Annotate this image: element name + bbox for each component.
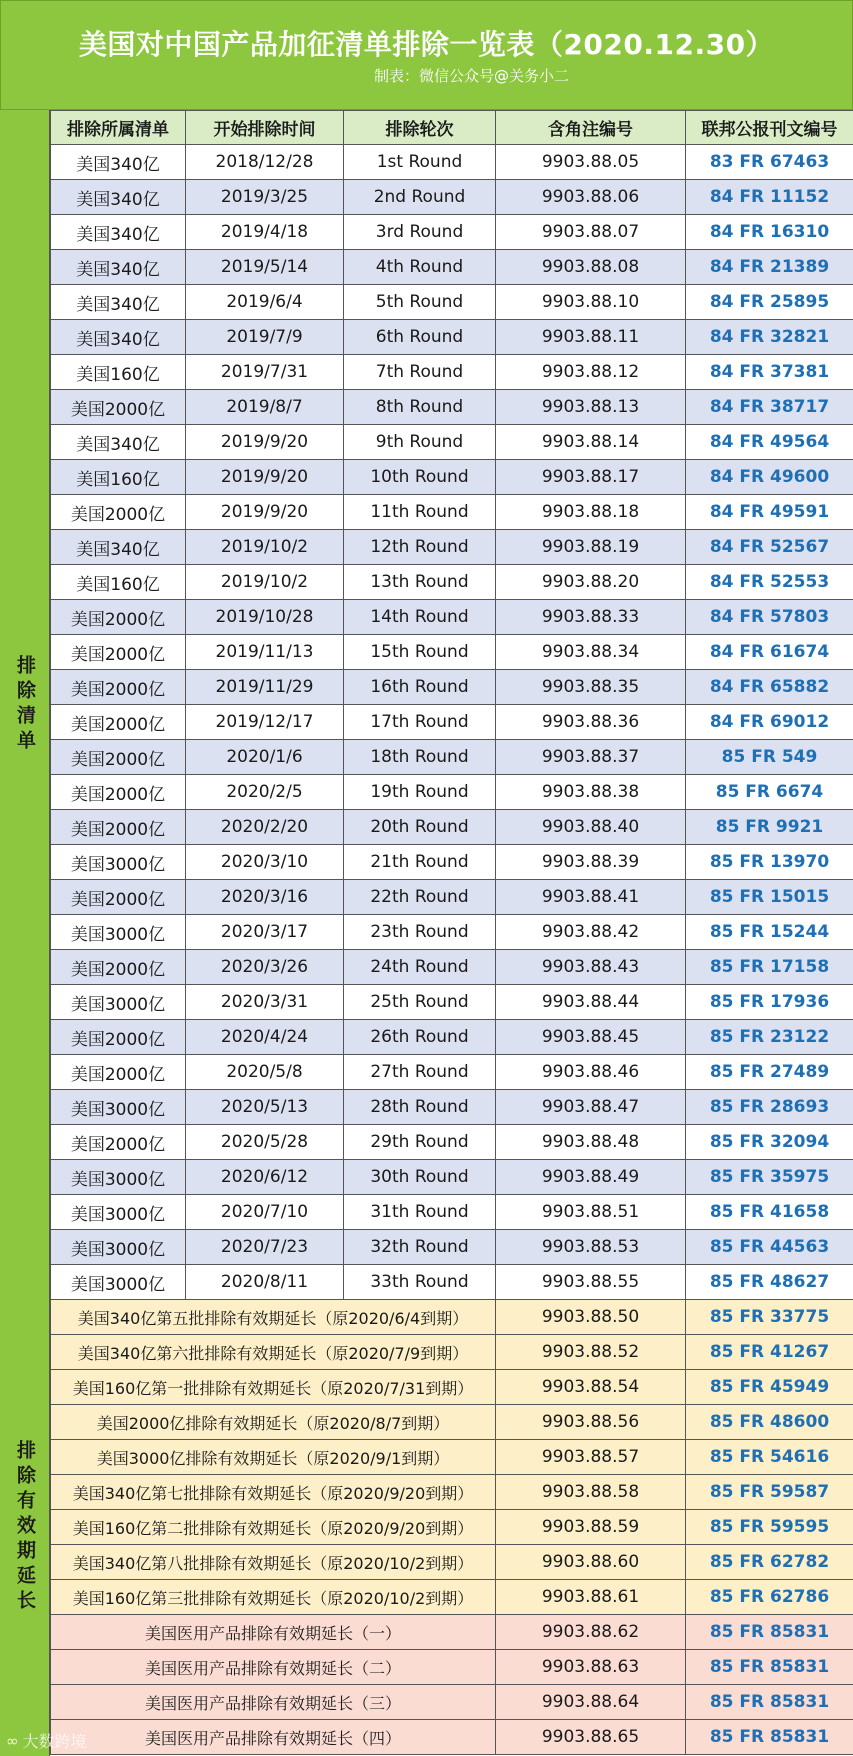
note-code-cell: 9903.88.33 xyxy=(496,600,686,635)
note-code-cell: 9903.88.39 xyxy=(496,845,686,880)
date-cell: 2020/8/11 xyxy=(186,1265,344,1300)
table-row xyxy=(51,845,853,880)
extension-desc-cell: 美国160亿第二批排除有效期延长（原2020/9/20到期） xyxy=(51,1510,496,1545)
fr-number-cell: 85 FR 27489 xyxy=(686,1055,853,1090)
list-cell: 美国340亿 xyxy=(51,425,186,460)
date-cell: 2020/3/10 xyxy=(186,845,344,880)
title-banner xyxy=(0,0,853,110)
note-code-cell: 9903.88.05 xyxy=(496,145,686,180)
extension-row xyxy=(51,1370,853,1405)
fr-number-cell: 83 FR 67463 xyxy=(686,145,853,180)
round-cell: 12th Round xyxy=(344,530,496,565)
round-cell: 28th Round xyxy=(344,1090,496,1125)
round-cell: 23th Round xyxy=(344,915,496,950)
list-cell: 美国3000亿 xyxy=(51,1195,186,1230)
fr-number-cell: 85 FR 48600 xyxy=(686,1405,853,1440)
note-code-cell: 9903.88.14 xyxy=(496,425,686,460)
col-header-list: 排除所属清单 xyxy=(51,111,186,145)
table-row xyxy=(51,145,853,180)
table-row xyxy=(51,1055,853,1090)
note-code-cell: 9903.88.12 xyxy=(496,355,686,390)
table-header-row xyxy=(51,111,853,145)
round-cell: 5th Round xyxy=(344,285,496,320)
table-row xyxy=(51,425,853,460)
date-cell: 2020/4/24 xyxy=(186,1020,344,1055)
round-cell: 1st Round xyxy=(344,145,496,180)
date-cell: 2019/5/14 xyxy=(186,250,344,285)
fr-number-cell: 85 FR 85831 xyxy=(686,1650,853,1685)
note-code-cell: 9903.88.63 xyxy=(496,1650,686,1685)
fr-number-cell: 85 FR 28693 xyxy=(686,1090,853,1125)
table-row xyxy=(51,180,853,215)
infinity-logo-icon: ∞ xyxy=(6,1731,19,1750)
list-cell: 美国3000亿 xyxy=(51,1265,186,1300)
extension-row xyxy=(51,1475,853,1510)
round-cell: 10th Round xyxy=(344,460,496,495)
note-code-cell: 9903.88.35 xyxy=(496,670,686,705)
list-cell: 美国2000亿 xyxy=(51,600,186,635)
fr-number-cell: 85 FR 85831 xyxy=(686,1720,853,1755)
date-cell: 2019/7/9 xyxy=(186,320,344,355)
fr-number-cell: 84 FR 49591 xyxy=(686,495,853,530)
fr-number-cell: 84 FR 25895 xyxy=(686,285,853,320)
round-cell: 17th Round xyxy=(344,705,496,740)
list-cell: 美国340亿 xyxy=(51,180,186,215)
note-code-cell: 9903.88.64 xyxy=(496,1685,686,1720)
note-code-cell: 9903.88.48 xyxy=(496,1125,686,1160)
list-cell: 美国2000亿 xyxy=(51,670,186,705)
note-code-cell: 9903.88.44 xyxy=(496,985,686,1020)
fr-number-cell: 85 FR 6674 xyxy=(686,775,853,810)
fr-number-cell: 84 FR 32821 xyxy=(686,320,853,355)
watermark xyxy=(6,1729,87,1752)
table-row xyxy=(51,775,853,810)
list-cell: 美国340亿 xyxy=(51,145,186,180)
section-label-exclusion-text: 排除清单 xyxy=(14,654,36,755)
table-row xyxy=(51,1195,853,1230)
round-cell: 31th Round xyxy=(344,1195,496,1230)
date-cell: 2020/6/12 xyxy=(186,1160,344,1195)
date-cell: 2019/9/20 xyxy=(186,495,344,530)
fr-number-cell: 85 FR 48627 xyxy=(686,1265,853,1300)
col-header-round: 排除轮次 xyxy=(344,111,496,145)
round-cell: 21th Round xyxy=(344,845,496,880)
list-cell: 美国2000亿 xyxy=(51,775,186,810)
list-cell: 美国2000亿 xyxy=(51,635,186,670)
extension-desc-cell: 美国160亿第一批排除有效期延长（原2020/7/31到期） xyxy=(51,1370,496,1405)
note-code-cell: 9903.88.38 xyxy=(496,775,686,810)
table-row xyxy=(51,670,853,705)
list-cell: 美国2000亿 xyxy=(51,950,186,985)
extension-desc-cell: 美国医用产品排除有效期延长（三） xyxy=(51,1685,496,1720)
extension-row xyxy=(51,1405,853,1440)
date-cell: 2020/3/26 xyxy=(186,950,344,985)
table-row xyxy=(51,1160,853,1195)
note-code-cell: 9903.88.11 xyxy=(496,320,686,355)
date-cell: 2020/3/31 xyxy=(186,985,344,1020)
round-cell: 2nd Round xyxy=(344,180,496,215)
fr-number-cell: 84 FR 11152 xyxy=(686,180,853,215)
fr-number-cell: 85 FR 15015 xyxy=(686,880,853,915)
fr-number-cell: 85 FR 17936 xyxy=(686,985,853,1020)
note-code-cell: 9903.88.46 xyxy=(496,1055,686,1090)
list-cell: 美国340亿 xyxy=(51,320,186,355)
fr-number-cell: 84 FR 38717 xyxy=(686,390,853,425)
fr-number-cell: 84 FR 21389 xyxy=(686,250,853,285)
note-code-cell: 9903.88.06 xyxy=(496,180,686,215)
round-cell: 4th Round xyxy=(344,250,496,285)
note-code-cell: 9903.88.07 xyxy=(496,215,686,250)
fr-number-cell: 85 FR 62786 xyxy=(686,1580,853,1615)
fr-number-cell: 85 FR 85831 xyxy=(686,1685,853,1720)
fr-number-cell: 84 FR 49600 xyxy=(686,460,853,495)
list-cell: 美国2000亿 xyxy=(51,810,186,845)
col-header-date: 开始排除时间 xyxy=(186,111,344,145)
date-cell: 2020/2/5 xyxy=(186,775,344,810)
note-code-cell: 9903.88.18 xyxy=(496,495,686,530)
fr-number-cell: 85 FR 59587 xyxy=(686,1475,853,1510)
fr-number-cell: 85 FR 54616 xyxy=(686,1440,853,1475)
table-row xyxy=(51,250,853,285)
extension-row xyxy=(51,1580,853,1615)
date-cell: 2020/1/6 xyxy=(186,740,344,775)
note-code-cell: 9903.88.13 xyxy=(496,390,686,425)
date-cell: 2019/11/13 xyxy=(186,635,344,670)
note-code-cell: 9903.88.56 xyxy=(496,1405,686,1440)
table-row xyxy=(51,600,853,635)
round-cell: 32th Round xyxy=(344,1230,496,1265)
round-cell: 8th Round xyxy=(344,390,496,425)
fr-number-cell: 85 FR 33775 xyxy=(686,1300,853,1335)
table-row xyxy=(51,705,853,740)
note-code-cell: 9903.88.54 xyxy=(496,1370,686,1405)
list-cell: 美国340亿 xyxy=(51,530,186,565)
note-code-cell: 9903.88.60 xyxy=(496,1545,686,1580)
fr-number-cell: 84 FR 16310 xyxy=(686,215,853,250)
note-code-cell: 9903.88.65 xyxy=(496,1720,686,1755)
note-code-cell: 9903.88.45 xyxy=(496,1020,686,1055)
table-row xyxy=(51,355,853,390)
extension-row xyxy=(51,1335,853,1370)
list-cell: 美国3000亿 xyxy=(51,915,186,950)
page-title: 美国对中国产品加征清单排除一览表（2020.12.30） xyxy=(78,28,775,61)
fr-number-cell: 84 FR 61674 xyxy=(686,635,853,670)
fr-number-cell: 85 FR 41658 xyxy=(686,1195,853,1230)
round-cell: 22th Round xyxy=(344,880,496,915)
fr-number-cell: 85 FR 45949 xyxy=(686,1370,853,1405)
round-cell: 20th Round xyxy=(344,810,496,845)
date-cell: 2020/7/10 xyxy=(186,1195,344,1230)
date-cell: 2019/10/2 xyxy=(186,530,344,565)
table-row xyxy=(51,1125,853,1160)
date-cell: 2019/6/4 xyxy=(186,285,344,320)
fr-number-cell: 85 FR 32094 xyxy=(686,1125,853,1160)
section-label-extension xyxy=(0,1299,50,1756)
round-cell: 14th Round xyxy=(344,600,496,635)
extension-row xyxy=(51,1510,853,1545)
round-cell: 19th Round xyxy=(344,775,496,810)
fr-number-cell: 85 FR 9921 xyxy=(686,810,853,845)
note-code-cell: 9903.88.41 xyxy=(496,880,686,915)
extension-desc-cell: 美国医用产品排除有效期延长（四） xyxy=(51,1720,496,1755)
date-cell: 2019/11/29 xyxy=(186,670,344,705)
list-cell: 美国3000亿 xyxy=(51,1160,186,1195)
note-code-cell: 9903.88.40 xyxy=(496,810,686,845)
table-row xyxy=(51,320,853,355)
extension-row xyxy=(51,1440,853,1475)
fr-number-cell: 85 FR 44563 xyxy=(686,1230,853,1265)
fr-number-cell: 84 FR 57803 xyxy=(686,600,853,635)
table-row xyxy=(51,1020,853,1055)
extension-desc-cell: 美国2000亿排除有效期延长（原2020/8/7到期） xyxy=(51,1405,496,1440)
list-cell: 美国160亿 xyxy=(51,355,186,390)
round-cell: 16th Round xyxy=(344,670,496,705)
page-subtitle: 制表：微信公众号@关务小二 xyxy=(373,67,569,85)
round-cell: 29th Round xyxy=(344,1125,496,1160)
date-cell: 2020/3/16 xyxy=(186,880,344,915)
note-code-cell: 9903.88.10 xyxy=(496,285,686,320)
col-header-note: 含角注编号 xyxy=(496,111,686,145)
list-cell: 美国340亿 xyxy=(51,215,186,250)
fr-number-cell: 84 FR 52567 xyxy=(686,530,853,565)
date-cell: 2019/10/28 xyxy=(186,600,344,635)
table-row xyxy=(51,915,853,950)
round-cell: 27th Round xyxy=(344,1055,496,1090)
fr-number-cell: 85 FR 35975 xyxy=(686,1160,853,1195)
extension-desc-cell: 美国340亿第五批排除有效期延长（原2020/6/4到期） xyxy=(51,1300,496,1335)
list-cell: 美国340亿 xyxy=(51,285,186,320)
fr-number-cell: 85 FR 17158 xyxy=(686,950,853,985)
table-row xyxy=(51,495,853,530)
fr-number-cell: 84 FR 69012 xyxy=(686,705,853,740)
table-row xyxy=(51,460,853,495)
date-cell: 2019/4/18 xyxy=(186,215,344,250)
list-cell: 美国3000亿 xyxy=(51,985,186,1020)
round-cell: 7th Round xyxy=(344,355,496,390)
table-row xyxy=(51,985,853,1020)
round-cell: 25th Round xyxy=(344,985,496,1020)
table-row xyxy=(51,810,853,845)
note-code-cell: 9903.88.59 xyxy=(496,1510,686,1545)
note-code-cell: 9903.88.19 xyxy=(496,530,686,565)
extension-desc-cell: 美国3000亿排除有效期延长（原2020/9/1到期） xyxy=(51,1440,496,1475)
extension-desc-cell: 美国340亿第八批排除有效期延长（原2020/10/2到期） xyxy=(51,1545,496,1580)
round-cell: 11th Round xyxy=(344,495,496,530)
list-cell: 美国3000亿 xyxy=(51,845,186,880)
extension-desc-cell: 美国340亿第七批排除有效期延长（原2020/9/20到期） xyxy=(51,1475,496,1510)
note-code-cell: 9903.88.50 xyxy=(496,1300,686,1335)
table-row xyxy=(51,740,853,775)
note-code-cell: 9903.88.37 xyxy=(496,740,686,775)
note-code-cell: 9903.88.62 xyxy=(496,1615,686,1650)
date-cell: 2020/2/20 xyxy=(186,810,344,845)
round-cell: 6th Round xyxy=(344,320,496,355)
note-code-cell: 9903.88.20 xyxy=(496,565,686,600)
list-cell: 美国2000亿 xyxy=(51,880,186,915)
date-cell: 2020/3/17 xyxy=(186,915,344,950)
fr-number-cell: 85 FR 549 xyxy=(686,740,853,775)
round-cell: 15th Round xyxy=(344,635,496,670)
note-code-cell: 9903.88.34 xyxy=(496,635,686,670)
section-label-exclusion xyxy=(0,110,50,1299)
date-cell: 2019/3/25 xyxy=(186,180,344,215)
extension-row xyxy=(51,1685,853,1720)
list-cell: 美国2000亿 xyxy=(51,1125,186,1160)
fr-number-cell: 85 FR 13970 xyxy=(686,845,853,880)
list-cell: 美国3000亿 xyxy=(51,1090,186,1125)
date-cell: 2019/9/20 xyxy=(186,460,344,495)
date-cell: 2020/5/8 xyxy=(186,1055,344,1090)
list-cell: 美国2000亿 xyxy=(51,740,186,775)
fr-number-cell: 85 FR 85831 xyxy=(686,1615,853,1650)
fr-number-cell: 85 FR 62782 xyxy=(686,1545,853,1580)
extension-row xyxy=(51,1720,853,1755)
note-code-cell: 9903.88.57 xyxy=(496,1440,686,1475)
table-row xyxy=(51,565,853,600)
round-cell: 30th Round xyxy=(344,1160,496,1195)
list-cell: 美国160亿 xyxy=(51,460,186,495)
table-row xyxy=(51,950,853,985)
round-cell: 3rd Round xyxy=(344,215,496,250)
extension-row xyxy=(51,1545,853,1580)
fr-number-cell: 84 FR 52553 xyxy=(686,565,853,600)
table-row xyxy=(51,530,853,565)
extension-desc-cell: 美国160亿第三批排除有效期延长（原2020/10/2到期） xyxy=(51,1580,496,1615)
fr-number-cell: 84 FR 65882 xyxy=(686,670,853,705)
table-row xyxy=(51,880,853,915)
extension-row xyxy=(51,1615,853,1650)
table-row xyxy=(51,1230,853,1265)
table-row xyxy=(51,635,853,670)
list-cell: 美国2000亿 xyxy=(51,390,186,425)
note-code-cell: 9903.88.55 xyxy=(496,1265,686,1300)
section-label-extension-text: 排除有效期延长 xyxy=(14,1440,36,1615)
extension-desc-cell: 美国340亿第六批排除有效期延长（原2020/7/9到期） xyxy=(51,1335,496,1370)
note-code-cell: 9903.88.08 xyxy=(496,250,686,285)
round-cell: 18th Round xyxy=(344,740,496,775)
note-code-cell: 9903.88.52 xyxy=(496,1335,686,1370)
date-cell: 2019/8/7 xyxy=(186,390,344,425)
note-code-cell: 9903.88.58 xyxy=(496,1475,686,1510)
list-cell: 美国340亿 xyxy=(51,250,186,285)
extension-row xyxy=(51,1300,853,1335)
note-code-cell: 9903.88.47 xyxy=(496,1090,686,1125)
table-row xyxy=(51,285,853,320)
table-row xyxy=(51,1265,853,1300)
note-code-cell: 9903.88.53 xyxy=(496,1230,686,1265)
note-code-cell: 9903.88.42 xyxy=(496,915,686,950)
watermark-text: 大数跨境 xyxy=(22,1732,87,1751)
date-cell: 2019/7/31 xyxy=(186,355,344,390)
fr-number-cell: 85 FR 23122 xyxy=(686,1020,853,1055)
fr-number-cell: 84 FR 37381 xyxy=(686,355,853,390)
date-cell: 2020/7/23 xyxy=(186,1230,344,1265)
note-code-cell: 9903.88.17 xyxy=(496,460,686,495)
note-code-cell: 9903.88.49 xyxy=(496,1160,686,1195)
extension-row xyxy=(51,1650,853,1685)
table-row xyxy=(51,1090,853,1125)
date-cell: 2018/12/28 xyxy=(186,145,344,180)
list-cell: 美国2000亿 xyxy=(51,1055,186,1090)
table-row xyxy=(51,215,853,250)
note-code-cell: 9903.88.43 xyxy=(496,950,686,985)
exclusion-table xyxy=(50,110,853,1755)
fr-number-cell: 85 FR 41267 xyxy=(686,1335,853,1370)
date-cell: 2019/9/20 xyxy=(186,425,344,460)
list-cell: 美国2000亿 xyxy=(51,705,186,740)
note-code-cell: 9903.88.61 xyxy=(496,1580,686,1615)
extension-desc-cell: 美国医用产品排除有效期延长（一） xyxy=(51,1615,496,1650)
list-cell: 美国2000亿 xyxy=(51,1020,186,1055)
date-cell: 2019/10/2 xyxy=(186,565,344,600)
fr-number-cell: 85 FR 15244 xyxy=(686,915,853,950)
note-code-cell: 9903.88.36 xyxy=(496,705,686,740)
fr-number-cell: 85 FR 59595 xyxy=(686,1510,853,1545)
table-row xyxy=(51,390,853,425)
fr-number-cell: 84 FR 49564 xyxy=(686,425,853,460)
list-cell: 美国3000亿 xyxy=(51,1230,186,1265)
col-header-fr: 联邦公报刊文编号 xyxy=(686,111,853,145)
note-code-cell: 9903.88.51 xyxy=(496,1195,686,1230)
date-cell: 2020/5/28 xyxy=(186,1125,344,1160)
list-cell: 美国160亿 xyxy=(51,565,186,600)
extension-desc-cell: 美国医用产品排除有效期延长（二） xyxy=(51,1650,496,1685)
date-cell: 2019/12/17 xyxy=(186,705,344,740)
round-cell: 33th Round xyxy=(344,1265,496,1300)
round-cell: 26th Round xyxy=(344,1020,496,1055)
list-cell: 美国2000亿 xyxy=(51,495,186,530)
date-cell: 2020/5/13 xyxy=(186,1090,344,1125)
round-cell: 24th Round xyxy=(344,950,496,985)
round-cell: 13th Round xyxy=(344,565,496,600)
round-cell: 9th Round xyxy=(344,425,496,460)
